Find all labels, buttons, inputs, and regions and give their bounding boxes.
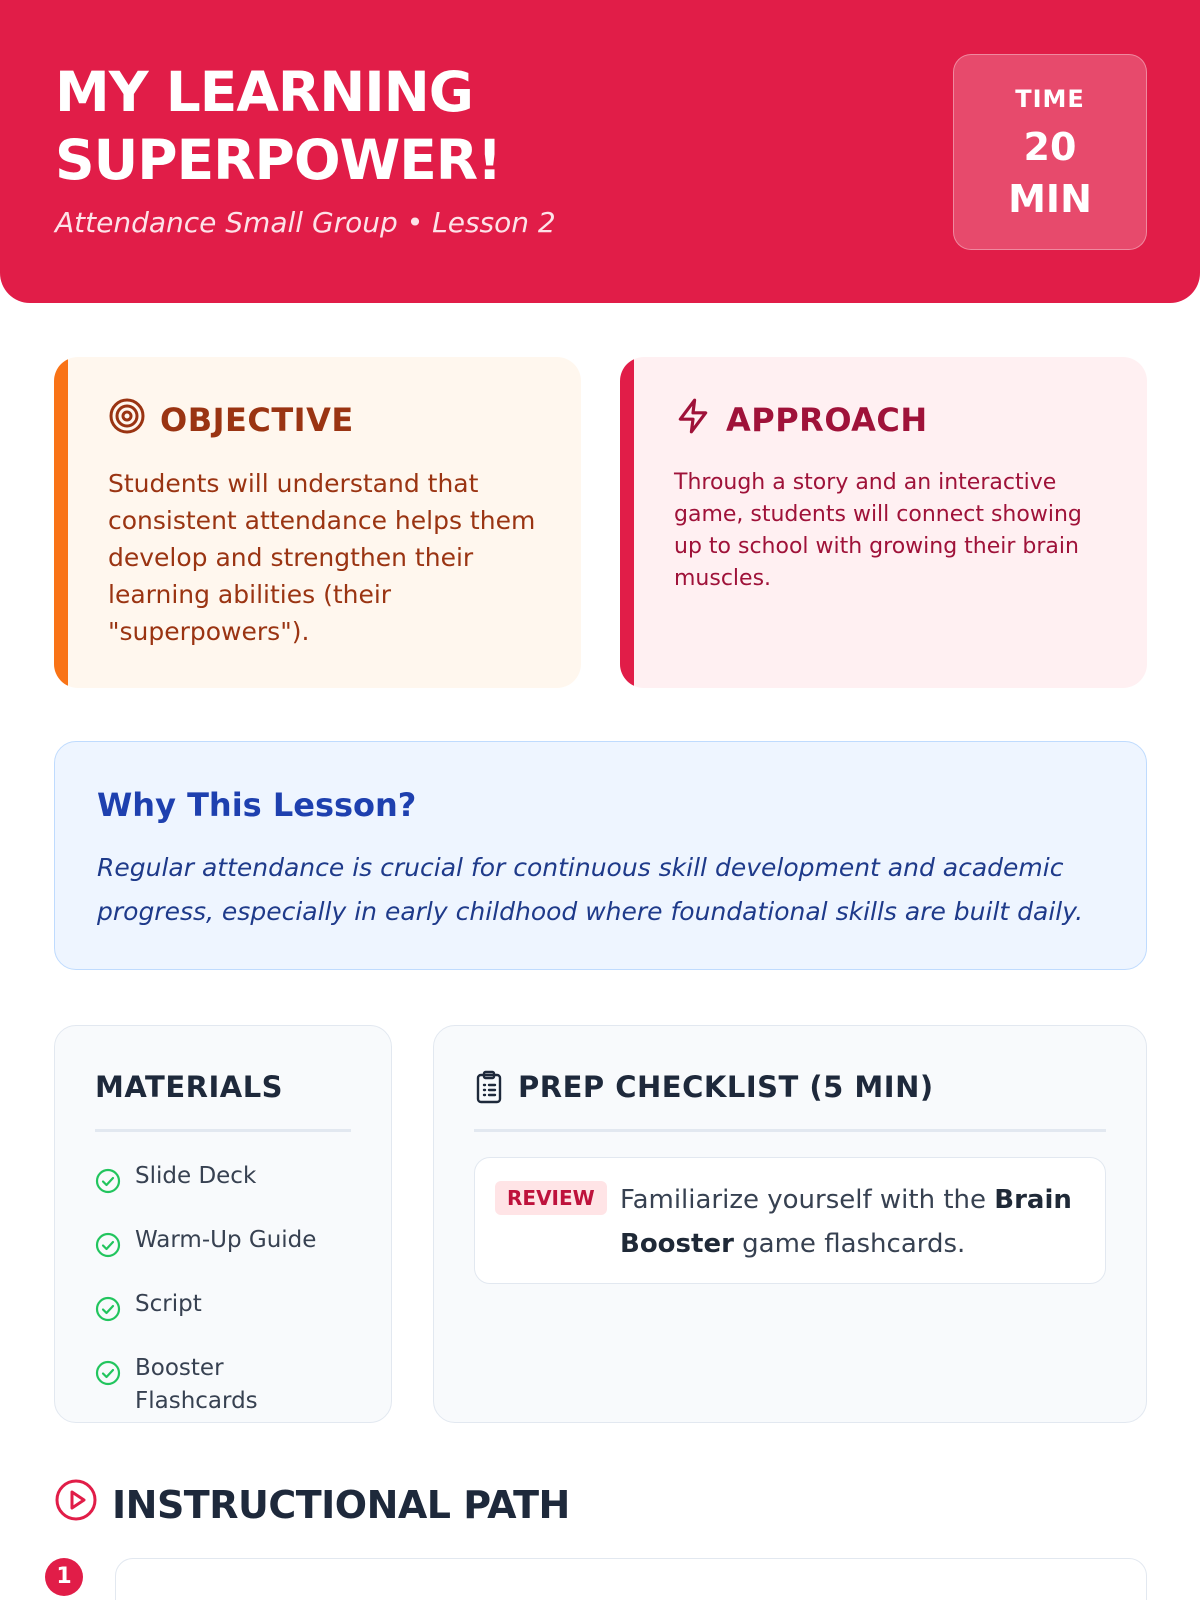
approach-heading-row <box>674 397 928 443</box>
step-card <box>115 1558 1147 1600</box>
task-text-before: Familiarize yourself with the <box>620 1185 995 1215</box>
materials-item <box>95 1224 371 1268</box>
objective-text: Students will understand that consistent attendance helps them develop and strengthen their learning abilities (their "superpowers"). <box>108 469 536 646</box>
prep-checklist-heading-row <box>474 1070 1106 1132</box>
prep-checklist-panel <box>433 1025 1147 1423</box>
materials-item <box>95 1160 371 1204</box>
approach-card <box>620 357 1147 688</box>
play-circle-icon <box>54 1478 98 1531</box>
approach-text: Through a story and an interactive game, students will connect showing up to school with growing their brain muscles. <box>674 470 1082 591</box>
checklist-task <box>474 1157 1106 1284</box>
time-value: 20 MIN <box>1008 125 1092 221</box>
objective-heading: OBJECTIVE <box>160 401 354 439</box>
task-text-bold: Brain Booster <box>620 1185 1072 1259</box>
check-circle-icon <box>95 1232 121 1268</box>
materials-item <box>95 1288 371 1332</box>
instructional-path-heading: INSTRUCTIONAL PATH <box>112 1482 570 1527</box>
materials-item-label: Slide Deck <box>135 1163 257 1189</box>
time-label: TIME <box>1015 85 1085 113</box>
task-text <box>620 1178 1075 1266</box>
materials-item <box>95 1352 371 1418</box>
task-badge: REVIEW <box>495 1181 607 1215</box>
objective-heading-row <box>108 397 354 443</box>
materials-item-label: Booster Flashcards <box>135 1355 258 1414</box>
approach-accent-bar <box>620 357 634 688</box>
why-heading: Why This Lesson? <box>97 786 417 824</box>
why-text: Regular attendance is crucial for continuous skill development and academic progress, especially in early childhood where foundational skills are built daily. <box>97 853 1084 926</box>
time-badge <box>953 54 1147 250</box>
instructional-path-heading-row <box>54 1478 570 1531</box>
lightning-icon <box>674 397 712 443</box>
materials-heading: MATERIALS <box>95 1070 351 1132</box>
objective-card <box>54 357 581 688</box>
task-text-after: game flashcards. <box>733 1229 966 1259</box>
lesson-title: MY LEARNING SUPERPOWER! <box>55 60 502 192</box>
target-icon <box>108 397 146 443</box>
check-circle-icon <box>95 1360 121 1396</box>
why-this-lesson-box <box>54 741 1147 970</box>
materials-item-label: Warm-Up Guide <box>135 1227 317 1253</box>
lesson-subtitle: Attendance Small Group • Lesson 2 <box>55 206 556 239</box>
check-circle-icon <box>95 1168 121 1204</box>
check-circle-icon <box>95 1296 121 1332</box>
clipboard-icon <box>474 1070 504 1111</box>
lesson-header <box>0 0 1200 303</box>
step-number-badge: 1 <box>45 1558 83 1596</box>
objective-accent-bar <box>54 357 68 688</box>
materials-item-label: Script <box>135 1291 202 1317</box>
materials-panel <box>54 1025 392 1423</box>
approach-heading: APPROACH <box>726 401 928 439</box>
prep-checklist-heading: PREP CHECKLIST (5 MIN) <box>518 1070 934 1104</box>
materials-list <box>95 1160 371 1438</box>
